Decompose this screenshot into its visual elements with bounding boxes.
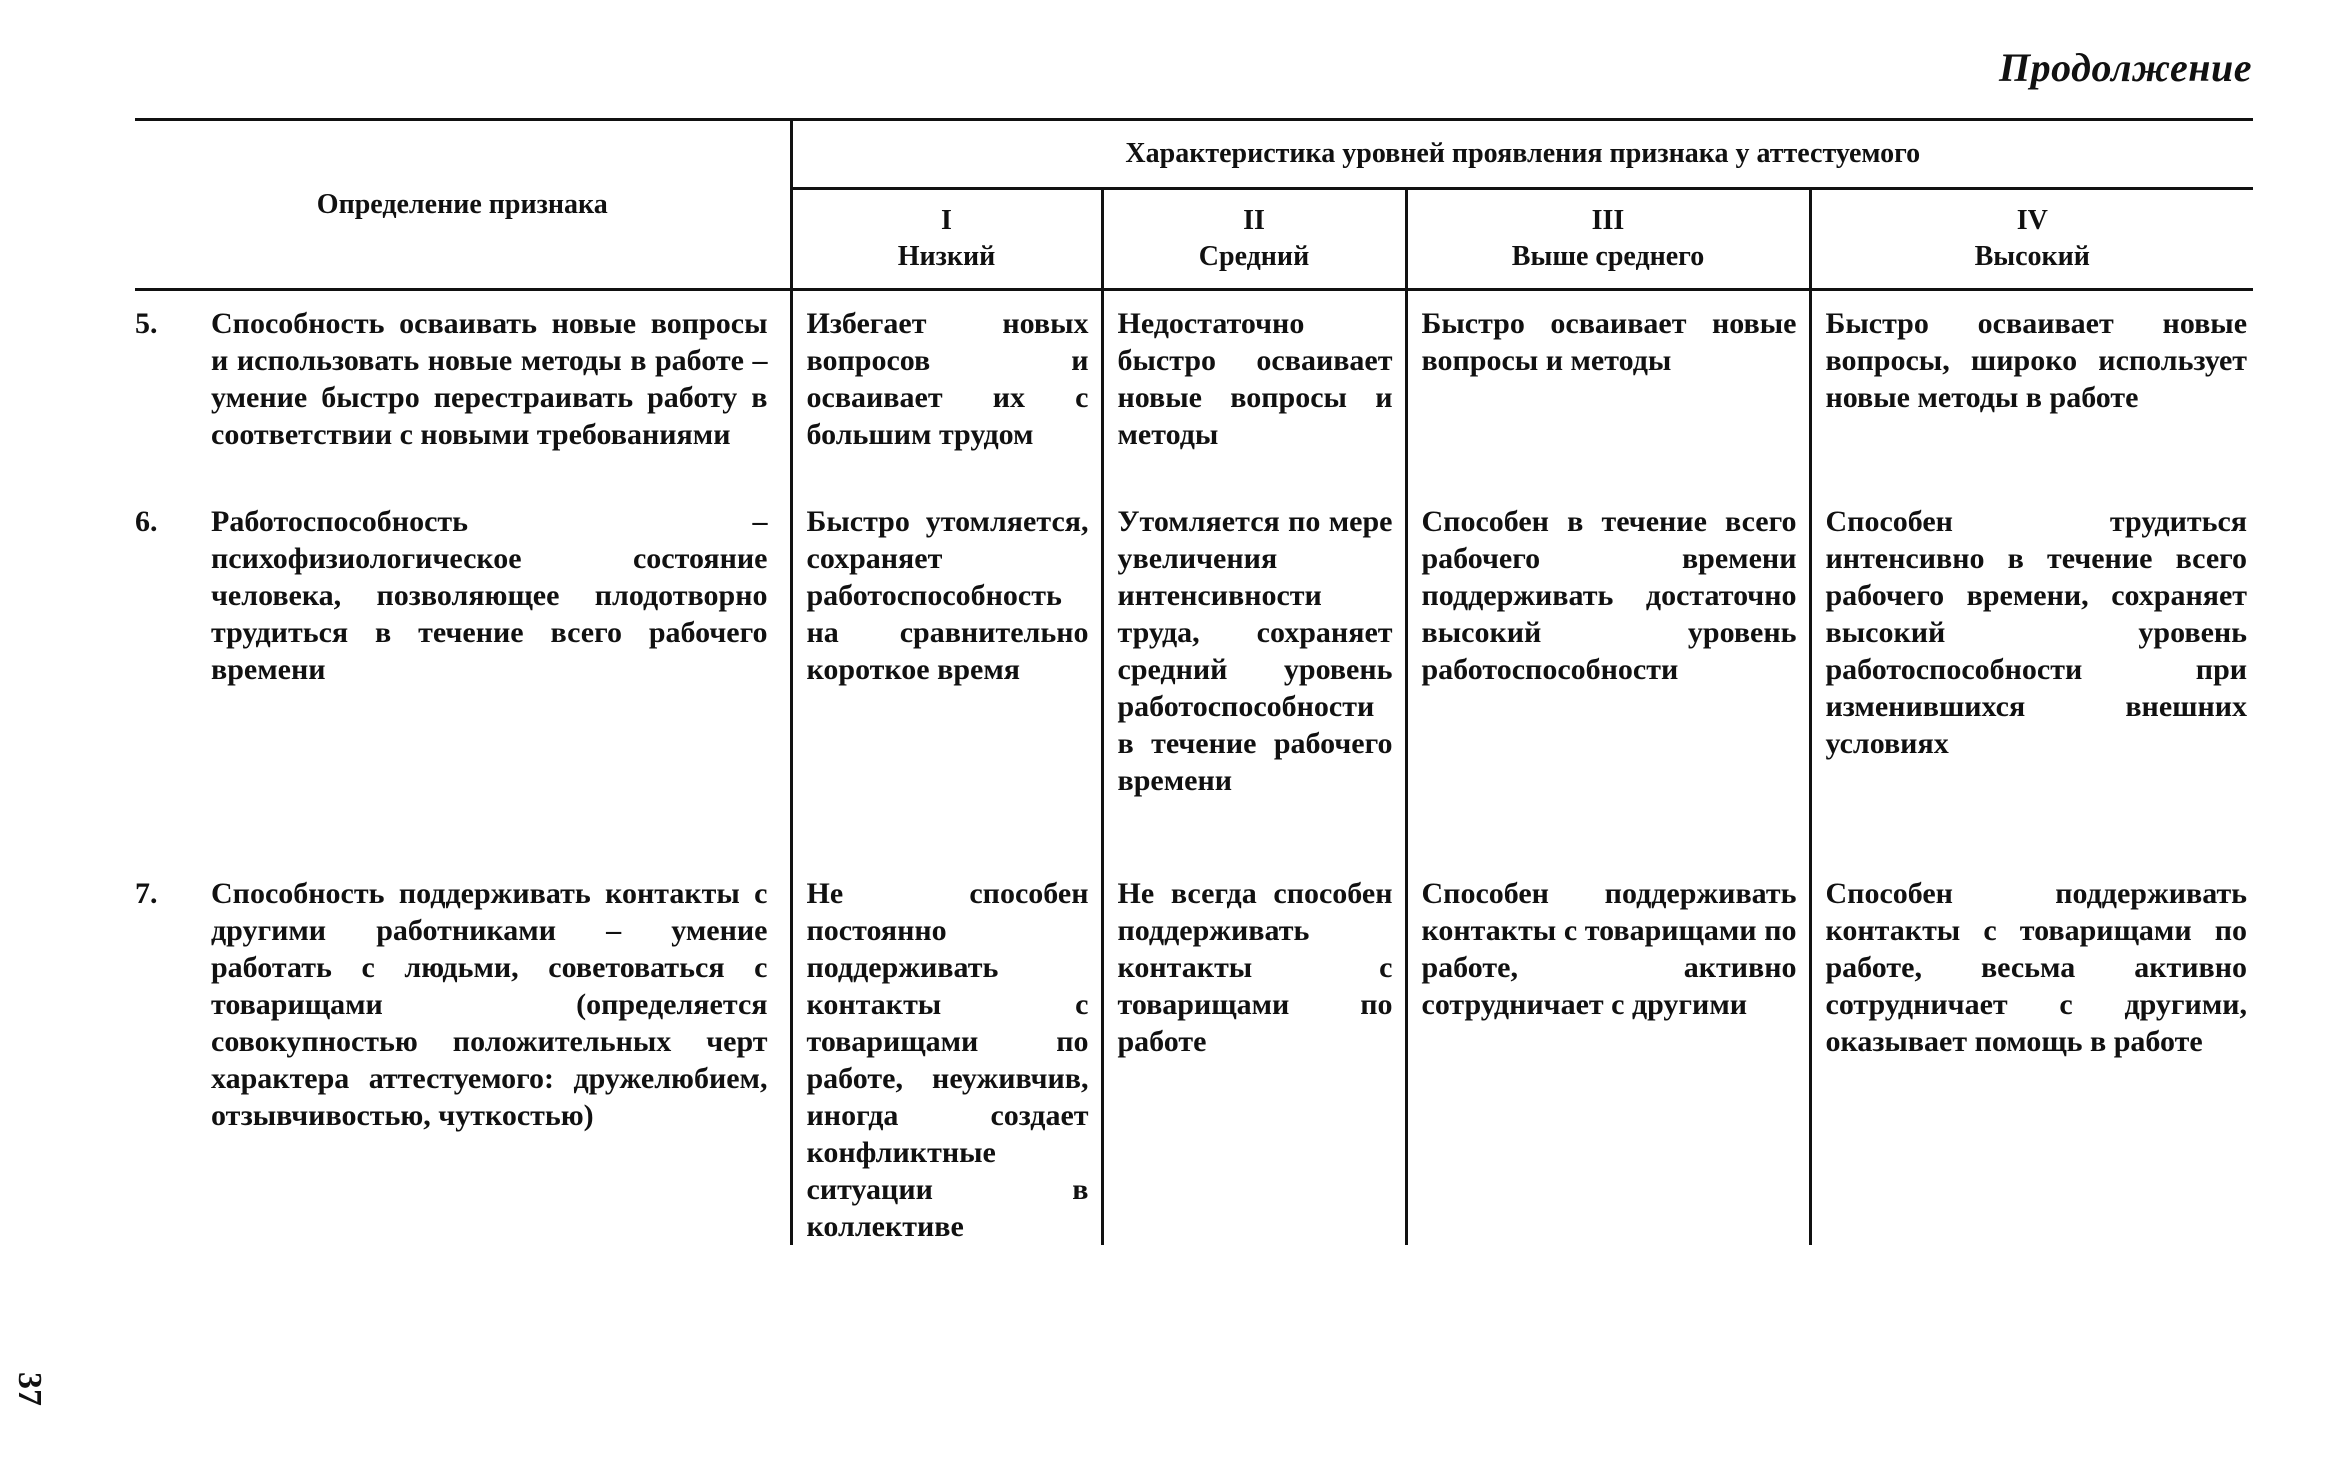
definition-text: Способность поддерживать контакты с другими работниками – умение работать с людьми, советоваться с товарищами (определяется совокупностью положительных черт характера аттестуемого: дружелюбием, отзывчивостью, чуткостью) xyxy=(211,877,768,1132)
table-row xyxy=(135,503,2253,875)
level-4-cell: Способен поддерживать контакты с товарищами по работе, весьма активно сотрудничает с другими, оказывает помощь в работе xyxy=(1825,877,2248,1058)
table-row xyxy=(135,290,2253,504)
criteria-table-container xyxy=(135,118,2253,1245)
level-2-cell: Недостаточно быстро осваивает новые вопросы и методы xyxy=(1102,290,1406,504)
level-roman: III xyxy=(1591,205,1625,236)
level-2-cell: Не всегда способен поддерживать контакты с товарищами по работе xyxy=(1102,875,1406,1245)
row-number: 5. xyxy=(135,307,158,340)
level-2-cell: Утомляется по мере увеличения интенсивности труда, сохраняет средний уровень работоспособности в течение рабочего времени xyxy=(1102,503,1406,875)
definition-text: Работоспособность – психофизиологическое состояние человека, позволяющее плодотворно трудиться в течение всего рабочего времени xyxy=(211,505,768,686)
definition-column-header: Определение признака xyxy=(135,120,791,290)
level-1-cell: Избегает новых вопросов и осваивает их с большим трудом xyxy=(791,290,1102,504)
level-3-cell: Способен поддерживать контакты с товарищами по работе, активно сотрудничает с другими xyxy=(1406,875,1810,1245)
level-roman: II xyxy=(1243,205,1265,236)
page-number: 37 xyxy=(11,1372,48,1406)
level-header-3 xyxy=(1406,189,1810,290)
level-4-cell: Быстро осваивает новые вопросы, широко использует новые методы в работе xyxy=(1825,307,2248,414)
level-name: Выше среднего xyxy=(1511,241,1705,272)
continuation-label: Продолжение xyxy=(1999,45,2252,90)
level-name: Средний xyxy=(1198,241,1310,272)
definition-cell xyxy=(135,290,791,504)
level-header-4 xyxy=(1810,189,2253,290)
levels-group-header: Характеристика уровней проявления признака у аттестуемого xyxy=(791,120,2253,189)
table-body xyxy=(135,290,2253,1246)
level-4-cell: Способен трудиться интенсивно в течение всего рабочего времени, сохраняет высокий уровень работоспособности при изменившихся внешних условиях xyxy=(1825,505,2248,760)
row-number: 6. xyxy=(135,505,158,538)
level-3-cell: Способен в течение всего рабочего времени поддерживать достаточно высокий уровень работоспособности xyxy=(1406,503,1810,875)
table-header xyxy=(135,120,2253,290)
definition-cell xyxy=(135,875,791,1245)
level-1-cell: Быстро утомляется, сохраняет работоспособность на сравнительно короткое время xyxy=(791,503,1102,875)
definition-text: Способность осваивать новые вопросы и использовать новые методы в работе – умение быстро перестраивать работу в соответствии с новыми требованиями xyxy=(211,307,768,451)
criteria-table xyxy=(135,118,2253,1245)
level-roman: IV xyxy=(2016,205,2048,236)
level-1-cell: Не способен постоянно поддерживать контакты с товарищами по работе, неуживчив, иногда создает конфликтные ситуации в коллективе xyxy=(791,875,1102,1245)
row-number: 7. xyxy=(135,877,158,910)
definition-cell xyxy=(135,503,791,875)
level-name: Высокий xyxy=(1974,241,2090,272)
level-name: Низкий xyxy=(897,241,996,272)
level-header-1 xyxy=(791,189,1102,290)
level-3-cell: Быстро осваивает новые вопросы и методы xyxy=(1406,290,1810,504)
level-roman: I xyxy=(941,205,952,236)
level-header-2 xyxy=(1102,189,1406,290)
table-row xyxy=(135,875,2253,1245)
